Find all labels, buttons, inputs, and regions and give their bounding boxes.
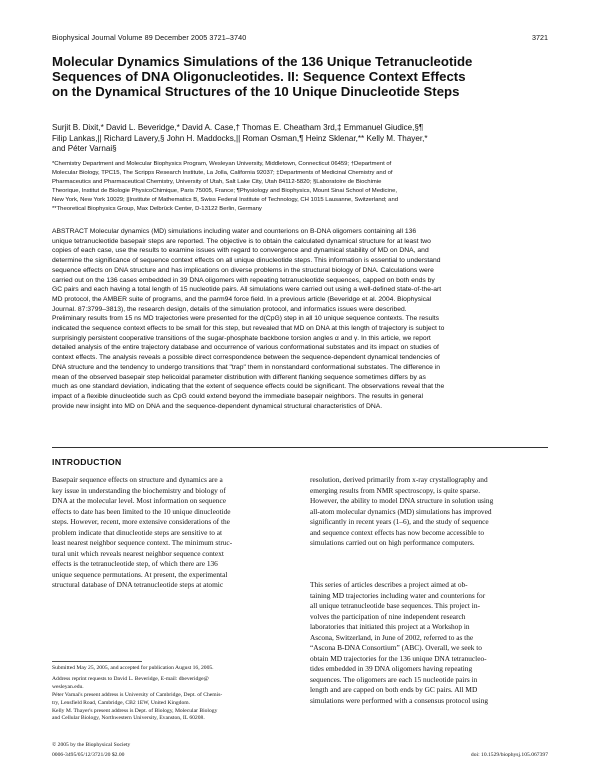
- author-line: Filip Lankas,|| Richard Lavery,§ John H. Maddocks,|| Roman Osman,¶ Heinz Sklenar,** Kelly M. Thayer,*: [52, 133, 428, 143]
- body-line: significantly in recent years (1–6), and the study of sequence: [310, 517, 489, 527]
- abstract-line: sequence effects on DNA structure and has implications on diverse problems in the structural biology of DNA. Calculations were: [52, 266, 434, 274]
- abstract-line: provide new insight into MD on DNA and the sequence-dependent dynamical structural characteristics of DNA.: [52, 402, 383, 410]
- abstract-line: Journal. 87:3799–3813), the research design, details of the simulation protocol, and informatics issues were described.: [52, 305, 407, 313]
- reprint-note: wesleyan.edu.: [52, 683, 84, 690]
- body-line: effects to date has been limited to the 10 unique dinucleotide: [52, 506, 231, 516]
- abstract-line: surprisingly persistent cooperative transitions of the sugar-phosphate backbone torsion angles α and γ. In this article, we report: [52, 334, 431, 342]
- section-heading: INTRODUCTION: [52, 457, 122, 467]
- copyright-notice: © 2005 by the Biophysical Society: [52, 742, 131, 748]
- footnote-divider: [52, 661, 142, 662]
- abstract-line: mean of the observed basepair step helicoidal parameter distribution with different flanking sequence sometimes differs by as: [52, 373, 426, 381]
- abstract-line: unique tetranucleotide basepair steps are reported. The objective is to obtain the calculated dynamical structure for at least two: [52, 237, 431, 245]
- page-number: 3721: [532, 33, 548, 42]
- affiliation-line: Theorique, Institut de Biologie PhysicoChimique, Paris 75005, France; ¶Physiology and Biophysics, Mount Sinai School of Medicine,: [52, 187, 398, 194]
- body-line: structural database of DNA tetranucleotide steps at atomic: [52, 580, 224, 590]
- body-line: However, the ability to model DNA structure in solution using: [310, 496, 494, 506]
- abstract-line: DNA structure and the tendency to undergo transitions that "trap" them in nonstandard conformational substates. The difference in: [52, 363, 441, 371]
- body-line: unique sequence permutations. At present, the experimental: [52, 569, 228, 579]
- abstract-line: carried out on the 136 cases embedded in 39 DNA oligomers with repeating tetranucleotide sequences, capped on both ends by: [52, 276, 435, 284]
- body-line: steps. However, recent, more extensive considerations of the: [52, 517, 230, 527]
- body-line: resolution, derived primarily from x-ray crystallography and: [310, 475, 488, 484]
- body-line: obtain MD trajectories for the 136 unique DNA tetranucleo-: [310, 653, 487, 663]
- body-line: length and are capped on both ends by GC pairs. All MD: [310, 685, 478, 695]
- body-line: emerging results from NMR spectroscopy, is quite sparse.: [310, 485, 481, 495]
- doi-link[interactable]: doi: 10.1529/biophysj.105.067397: [470, 752, 548, 758]
- body-line: and sequence context effects has now become accessible to: [310, 527, 485, 537]
- body-line: least nearest neighbor sequence context. The minimum struc-: [52, 538, 233, 548]
- body-line: sequences. The oligomers are each 15 nucleotide pairs in: [310, 674, 478, 684]
- affiliation-line: **Theoretical Biophysics Group, Max Delbrück Center, D-13122 Berlin, Germany: [52, 205, 262, 212]
- body-line: laboratories that initiated this project at a Workshop in: [310, 622, 470, 632]
- abstract-line: determine the significance of sequence context effects on all unique dinucleotide steps. This information is essential to understand: [52, 257, 441, 265]
- body-line: simulations carried out on high performance computers.: [310, 538, 475, 548]
- body-line: problem indicate that dinucleotide steps are sensitive to at: [52, 527, 223, 537]
- title-line: Sequences of DNA Oligonucleotides. II: Sequence Context Effects: [52, 69, 466, 85]
- address-note: and Cellular Biology, Northwestern University, Evanston, IL 60208.: [52, 715, 205, 722]
- body-line: effects is the tetranucleotide step, of which there are 136: [52, 559, 218, 569]
- intro-column-right-top: [310, 475, 550, 549]
- title-line: Molecular Dynamics Simulations of the 136 Unique Tetranucleotide: [52, 54, 473, 69]
- affiliations: [52, 160, 552, 213]
- affiliation-line: Pharmaceutics and Pharmaceutical Chemistry, University of Utah, Salt Lake City, Utah 84112-5820; §Laboratoire de Biochimie: [52, 178, 382, 185]
- affiliation-line: *Chemistry Department and Molecular Biophysics Program, Wesleyan University, Middletown, Connecticut 06459; †Department of: [52, 161, 392, 167]
- article-title: [52, 54, 552, 100]
- body-line: all unique tetranucleotide base sequences. This project in-: [310, 601, 480, 611]
- abstract-line: indicated the sequence context effects to be small for this step, but revealed that MD on DNA at this length of trajectory is subject to: [52, 325, 445, 333]
- body-line: taining MD trajectories including water and counterions for: [310, 590, 486, 600]
- intro-column-right-bottom: [310, 580, 550, 707]
- author-line: Surjit B. Dixit,* David L. Beveridge,* David A. Case,† Thomas E. Cheatham 3rd,‡ Emmanuel Giudice,§¶: [52, 123, 424, 132]
- body-line: all-atom molecular dynamics (MD) simulations has improved: [310, 506, 492, 516]
- body-line: Ascona, Switzerland, in June of 2002, referred to as the: [310, 632, 474, 642]
- abstract-line: context effects. The analysis reveals a possible direct correspondence between the sequence-dependent dynamical tendencies of: [52, 354, 440, 362]
- issn-code: 0006-3495/05/12/3721/20 $2.00: [52, 752, 125, 758]
- body-line: key issue in understanding the biochemistry and biology of: [52, 485, 226, 495]
- address-note: Péter Varnai's present address is University of Cambridge, Dept. of Chemis-: [52, 691, 223, 698]
- body-line: “Ascona B-DNA Consortium” (ABC). Overall, we seek to: [310, 643, 482, 653]
- author-list: [52, 123, 552, 155]
- section-divider: [52, 447, 548, 448]
- abstract-line: much as one standard deviation, indicating that the extent of sequence effects could be significant. The observations reveal that the: [52, 383, 445, 391]
- footnotes: [52, 665, 302, 723]
- body-line: tides embedded in 39 DNA oligomers having repeating: [310, 664, 473, 674]
- author-line: and Péter Varnai§: [52, 144, 117, 154]
- address-note: Kelly M. Thayer's present address is Dept. of Biology, Molecular Biology: [52, 707, 218, 714]
- affiliation-line: New York, New York 10029; ||Institute of Mathematics B, Swiss Federal Institute of Technology, CH 1015 Lausanne, Switzerland; and: [52, 196, 398, 203]
- intro-column-left: [52, 475, 292, 591]
- running-header: Biophysical Journal Volume 89 December 2005 3721–3740: [52, 33, 247, 42]
- body-line: Basepair sequence effects on structure and dynamics are a: [52, 475, 223, 484]
- abstract-line: impact of a flexible dinucleotide such as CpG could extend beyond the immediate basepair neighbors. The results in general: [52, 392, 423, 400]
- abstract: [52, 227, 548, 411]
- submission-note: Submitted May 25, 2005, and accepted for publication August 16, 2005.: [52, 665, 214, 671]
- reprint-note: Address reprint requests to David L. Beveridge, E-mail: dbeveridge@: [52, 675, 209, 682]
- affiliation-line: Molecular Biology, TPC15, The Scripps Research Institute, La Jolla, California 92037; ‡Departments of Medicinal Chemistry and of: [52, 169, 393, 176]
- address-note: try, Lensfield Road, Cambridge, CB2 1EW, United Kingdom.: [52, 699, 191, 706]
- body-line: This series of articles describes a project aimed at ob-: [310, 580, 468, 589]
- abstract-line: MD protocol, the AMBER suite of programs, and the parm94 force field. In a previous article (Beveridge et al. 2004. Biophysical: [52, 295, 432, 303]
- body-line: tural unit which reveals nearest neighbor sequence context: [52, 548, 224, 558]
- body-line: volves the participation of nine independent research: [310, 611, 466, 621]
- body-line: simulations were performed with a consensus protocol using: [310, 696, 489, 706]
- title-line: on the Dynamical Structures of the 10 Unique Dinucleotide Steps: [52, 84, 460, 100]
- body-line: DNA at the molecular level. Most information on sequence: [52, 496, 226, 506]
- abstract-line: detailed analysis of the entire trajectory database and occurrence of various conformational substates and its impact on studies of: [52, 344, 439, 352]
- abstract-line: GC pairs and each having a total length of 15 nucleotide pairs. All simulations were carried out using a well-defined state-of-the-art: [52, 286, 442, 294]
- abstract-line: copies of each case, use the results to examine issues with regard to convergence and dynamical stability of MD on DNA, and: [52, 247, 429, 255]
- abstract-line: Preliminary results from 15 ns MD trajectories were presented for the d(CpG) step in all 10 unique sequence contexts. The results: [52, 315, 440, 323]
- abstract-line: ABSTRACT Molecular dynamics (MD) simulations including water and counterions on B-DNA oligomers containing all 136: [52, 228, 417, 235]
